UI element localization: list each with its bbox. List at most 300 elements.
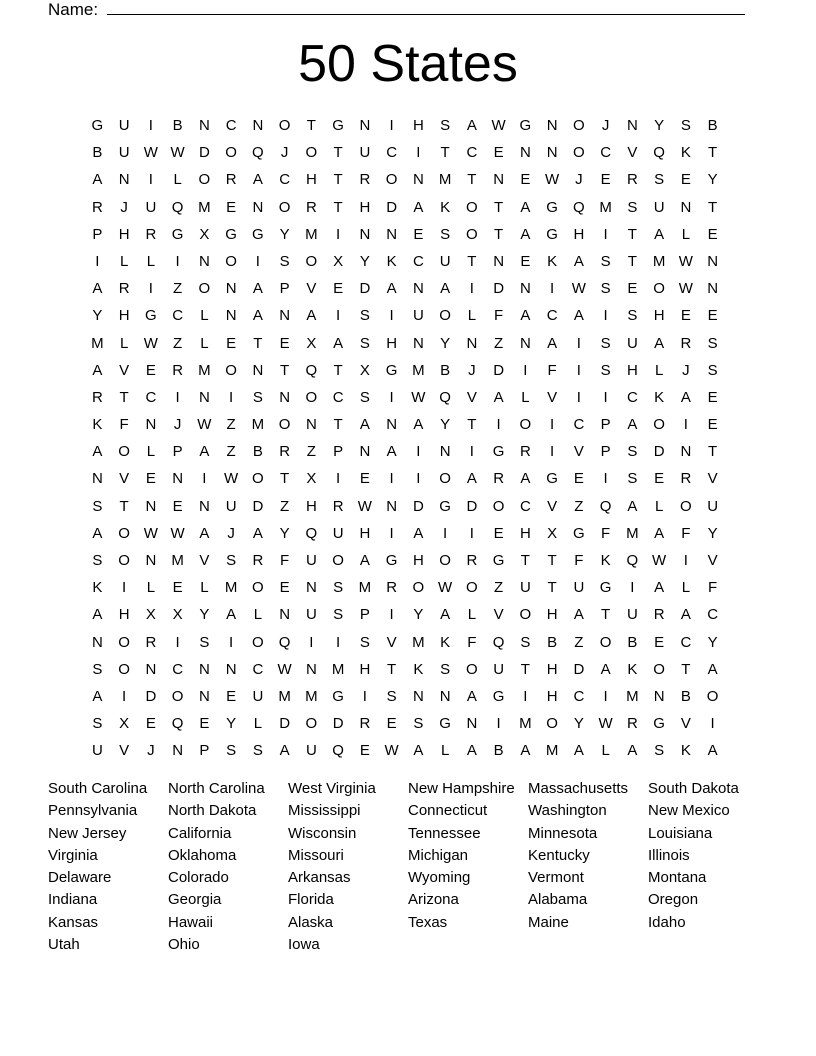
grid-cell: V xyxy=(707,470,718,488)
grid-cell: T xyxy=(119,497,129,515)
grid-cell: S xyxy=(600,252,611,270)
grid-cell: E xyxy=(654,470,665,488)
grid-cell: J xyxy=(173,416,182,434)
word-list-item: Kentucky xyxy=(528,846,590,864)
grid-cell: S xyxy=(359,633,370,651)
grid-cell: Y xyxy=(279,225,290,243)
grid-cell: T xyxy=(333,144,343,162)
grid-cell: W xyxy=(678,252,693,270)
grid-cell: N xyxy=(546,144,558,162)
grid-cell: A xyxy=(707,660,718,678)
grid-cell: V xyxy=(547,497,558,515)
grid-cell: E xyxy=(359,470,370,488)
grid-cell: L xyxy=(200,334,209,352)
grid-cell: E xyxy=(145,470,156,488)
grid-cell: J xyxy=(575,171,583,189)
grid-cell: C xyxy=(279,171,291,189)
grid-cell: C xyxy=(680,633,692,651)
grid-cell: M xyxy=(278,687,291,705)
grid-cell: E xyxy=(493,524,504,542)
grid-cell: F xyxy=(574,552,584,569)
grid-cell: I xyxy=(550,443,555,461)
grid-cell: N xyxy=(466,715,478,733)
grid-cell: T xyxy=(601,606,611,624)
grid-cell: E xyxy=(226,687,237,705)
grid-cell: T xyxy=(467,416,477,434)
grid-cell: E xyxy=(707,307,718,325)
grid-cell: V xyxy=(547,388,558,406)
grid-cell: A xyxy=(520,307,531,325)
grid-cell: L xyxy=(654,361,664,379)
grid-cell: I xyxy=(603,388,608,406)
name-blank-line xyxy=(107,0,745,15)
grid-cell: S xyxy=(654,742,665,760)
grid-cell: P xyxy=(172,443,183,461)
name-field xyxy=(48,0,745,20)
grid-cell: O xyxy=(439,307,451,325)
grid-cell: Y xyxy=(654,117,665,134)
grid-cell: B xyxy=(92,144,103,162)
grid-cell: N xyxy=(252,198,264,216)
grid-cell: E xyxy=(333,280,344,298)
grid-cell: O xyxy=(171,687,184,705)
grid-cell: L xyxy=(253,606,263,624)
grid-cell: T xyxy=(119,388,129,406)
grid-cell: S xyxy=(627,198,638,216)
grid-cell: N xyxy=(145,660,157,678)
grid-cell: I xyxy=(122,687,127,705)
grid-cell: Q xyxy=(252,144,264,162)
grid-cell: C xyxy=(466,144,478,162)
grid-cell: K xyxy=(92,416,103,434)
grid-cell: G xyxy=(91,117,104,134)
grid-cell: E xyxy=(279,579,290,597)
grid-cell: S xyxy=(627,307,638,325)
grid-cell: O xyxy=(198,280,211,298)
grid-cell: A xyxy=(92,606,103,624)
grid-cell: I xyxy=(603,307,608,325)
grid-cell: Q xyxy=(439,388,451,406)
grid-cell: N xyxy=(198,497,210,515)
grid-cell: B xyxy=(627,633,638,651)
grid-cell: U xyxy=(626,606,638,624)
grid-cell: M xyxy=(305,687,318,705)
grid-cell: T xyxy=(467,252,477,270)
grid-cell: I xyxy=(309,633,314,651)
grid-cell: N xyxy=(198,660,210,678)
grid-cell: R xyxy=(466,552,478,569)
grid-row xyxy=(84,194,726,221)
grid-cell: T xyxy=(520,552,530,569)
grid-cell: I xyxy=(148,117,153,134)
grid-row xyxy=(84,520,726,547)
grid-cell: N xyxy=(519,334,531,352)
grid-cell: J xyxy=(468,361,476,379)
grid-cell: U xyxy=(519,579,531,597)
grid-cell: I xyxy=(416,144,421,162)
grid-cell: E xyxy=(680,307,691,325)
grid-cell: C xyxy=(386,144,398,162)
grid-cell: R xyxy=(386,579,398,597)
grid-cell: O xyxy=(332,552,344,569)
grid-cell: L xyxy=(146,252,156,270)
grid-cell: S xyxy=(359,388,370,406)
grid-cell: V xyxy=(119,361,130,379)
word-list-item: Alabama xyxy=(528,891,588,909)
grid-cell: G xyxy=(599,579,612,597)
grid-cell: R xyxy=(653,606,665,624)
grid-cell: O xyxy=(653,660,665,678)
grid-cell: K xyxy=(654,388,665,406)
grid-cell: T xyxy=(253,334,263,352)
grid-cell: K xyxy=(627,660,638,678)
grid-cell: T xyxy=(333,171,343,189)
grid-cell: I xyxy=(683,552,688,569)
grid-cell: T xyxy=(494,225,504,243)
grid-cell: D xyxy=(252,497,264,515)
grid-cell: A xyxy=(627,416,638,434)
grid-cell: T xyxy=(494,198,504,216)
grid-cell: A xyxy=(680,606,691,624)
grid-cell: F xyxy=(708,579,718,597)
grid-cell: N xyxy=(653,687,665,705)
grid-cell: P xyxy=(199,742,210,760)
grid-cell: A xyxy=(333,334,344,352)
grid-cell: D xyxy=(493,361,505,379)
grid-cell: A xyxy=(440,606,451,624)
grid-cell: A xyxy=(547,334,558,352)
grid-row xyxy=(84,384,726,411)
grid-cell: Q xyxy=(332,742,344,760)
grid-cell: G xyxy=(492,687,505,705)
grid-cell: O xyxy=(225,361,237,379)
grid-cell: N xyxy=(493,171,505,189)
grid-cell: I xyxy=(389,524,394,542)
grid-row xyxy=(84,547,726,574)
grid-cell: Q xyxy=(171,715,184,733)
grid-cell: H xyxy=(573,225,585,243)
grid-cell: M xyxy=(251,416,265,434)
grid-cell: I xyxy=(336,307,341,325)
grid-cell: Y xyxy=(279,524,290,542)
grid-cell: S xyxy=(92,715,103,733)
grid-cell: O xyxy=(305,252,318,270)
grid-cell: T xyxy=(520,660,530,678)
grid-cell: N xyxy=(412,280,424,298)
grid-cell: S xyxy=(386,687,397,705)
grid-cell: N xyxy=(680,198,692,216)
grid-cell: M xyxy=(412,633,425,651)
grid-cell: O xyxy=(653,416,665,434)
grid-cell: I xyxy=(148,171,153,189)
grid-cell: U xyxy=(359,144,371,162)
grid-cell: L xyxy=(200,307,209,325)
grid-cell: T xyxy=(333,198,343,216)
grid-cell: N xyxy=(519,144,531,162)
grid-cell: N xyxy=(305,660,317,678)
grid-cell: I xyxy=(603,470,608,488)
grid-row xyxy=(84,139,726,166)
grid-cell: A xyxy=(199,443,210,461)
grid-cell: O xyxy=(252,579,264,597)
grid-cell: M xyxy=(626,687,639,705)
grid-cell: U xyxy=(145,198,157,216)
grid-cell: E xyxy=(680,171,691,189)
grid-cell: W xyxy=(384,742,399,760)
grid-cell: S xyxy=(600,280,611,298)
word-list-item: New Hampshire xyxy=(408,780,515,797)
grid-cell: O xyxy=(278,416,291,434)
grid-cell: U xyxy=(626,334,638,352)
grid-cell: R xyxy=(626,171,638,189)
grid-cell: O xyxy=(225,252,237,270)
grid-cell: F xyxy=(280,552,290,569)
grid-cell: B xyxy=(707,117,718,134)
grid-cell: Y xyxy=(440,334,451,352)
grid-cell: C xyxy=(519,497,531,515)
grid-cell: A xyxy=(279,742,290,760)
grid-cell: A xyxy=(707,742,718,760)
word-list-item: Massachusetts xyxy=(528,780,629,797)
page-title: 50 States xyxy=(298,35,518,93)
grid-cell: O xyxy=(492,497,505,515)
word-search-grid xyxy=(84,112,726,765)
grid-cell: S xyxy=(92,497,103,515)
grid-cell: T xyxy=(467,171,477,189)
grid-cell: C xyxy=(707,606,719,624)
word-list-item: New Mexico xyxy=(648,802,730,820)
grid-cell: F xyxy=(681,524,691,542)
word-list-item: California xyxy=(168,824,232,842)
grid-cell: S xyxy=(440,660,451,678)
grid-cell: Q xyxy=(573,198,585,216)
grid-cell: I xyxy=(202,470,207,488)
grid-cell: I xyxy=(95,252,100,270)
word-list-item: Michigan xyxy=(408,846,469,864)
grid-cell: Z xyxy=(574,633,584,651)
grid-cell: T xyxy=(387,660,397,678)
grid-cell: I xyxy=(603,687,608,705)
grid-cell: E xyxy=(386,715,397,733)
grid-cell: O xyxy=(305,144,318,162)
grid-cell: E xyxy=(493,144,504,162)
grid-cell: W xyxy=(678,280,693,298)
grid-cell: E xyxy=(413,225,424,243)
grid-cell: O xyxy=(439,470,451,488)
grid-cell: N xyxy=(359,443,371,461)
grid-cell: O xyxy=(252,633,264,651)
grid-cell: M xyxy=(331,660,345,678)
grid-row xyxy=(84,248,726,275)
grid-cell: D xyxy=(573,660,585,678)
grid-cell: C xyxy=(332,388,344,406)
grid-cell: A xyxy=(493,388,504,406)
grid-cell: A xyxy=(226,606,237,624)
word-list-item: Oklahoma xyxy=(168,846,237,864)
grid-cell: A xyxy=(520,742,531,760)
grid-cell: V xyxy=(306,280,317,298)
grid-cell: Z xyxy=(306,443,316,461)
grid-cell: A xyxy=(466,742,477,760)
word-list-item: Washington xyxy=(528,802,607,820)
grid-cell: E xyxy=(172,497,183,515)
grid-cell: O xyxy=(599,633,612,651)
grid-cell: O xyxy=(305,388,318,406)
grid-cell: H xyxy=(653,307,665,325)
grid-cell: J xyxy=(601,117,610,134)
grid-cell: N xyxy=(145,552,157,569)
grid-cell: R xyxy=(91,198,103,216)
grid-cell: G xyxy=(332,117,344,134)
grid-cell: G xyxy=(546,198,558,216)
grid-cell: P xyxy=(333,443,344,461)
grid-cell: S xyxy=(413,715,424,733)
grid-cell: I xyxy=(523,361,528,379)
grid-cell: O xyxy=(198,171,211,189)
grid-cell: Z xyxy=(494,334,504,352)
grid-cell: N xyxy=(198,388,210,406)
word-list-item: Florida xyxy=(288,891,334,909)
grid-cell: N xyxy=(386,225,398,243)
grid-cell: S xyxy=(279,252,290,270)
grid-cell: Z xyxy=(226,416,236,434)
grid-cell: B xyxy=(172,117,183,134)
grid-cell: N xyxy=(225,307,237,325)
grid-cell: N xyxy=(91,470,103,488)
word-list-item: Pennsylvania xyxy=(48,802,138,820)
grid-cell: A xyxy=(92,171,103,189)
grid-cell: G xyxy=(519,117,532,134)
grid-cell: N xyxy=(626,117,638,134)
grid-cell: Y xyxy=(707,171,718,189)
grid-cell: U xyxy=(439,252,451,270)
grid-cell: T xyxy=(333,416,343,434)
grid-cell: N xyxy=(252,361,264,379)
grid-cell: T xyxy=(681,660,691,678)
grid-cell: A xyxy=(359,552,370,569)
grid-cell: Y xyxy=(199,606,210,624)
grid-row xyxy=(84,438,726,465)
grid-cell: I xyxy=(229,633,234,651)
grid-cell: H xyxy=(305,171,317,189)
grid-cell: P xyxy=(92,225,103,243)
grid-cell: I xyxy=(336,633,341,651)
grid-cell: C xyxy=(546,307,558,325)
grid-cell: A xyxy=(466,117,477,134)
word-list-item: Delaware xyxy=(48,869,112,887)
grid-cell: W xyxy=(197,416,212,434)
grid-cell: S xyxy=(226,742,237,760)
grid-row xyxy=(84,493,726,520)
grid-cell: N xyxy=(279,606,291,624)
grid-cell: B xyxy=(547,633,558,651)
grid-cell: N xyxy=(707,252,719,270)
grid-cell: N xyxy=(145,416,157,434)
grid-cell: I xyxy=(496,715,501,733)
grid-cell: S xyxy=(680,117,691,134)
grid-cell: E xyxy=(279,334,290,352)
grid-cell: A xyxy=(520,470,531,488)
word-list-item: North Carolina xyxy=(168,780,265,797)
grid-cell: C xyxy=(600,144,612,162)
word-list-item: Minnesota xyxy=(528,824,598,842)
grid-cell: C xyxy=(252,660,264,678)
grid-cell: R xyxy=(252,552,264,569)
grid-cell: K xyxy=(680,144,691,162)
grid-cell: V xyxy=(119,470,130,488)
grid-cell: W xyxy=(143,524,158,542)
grid-row xyxy=(84,465,726,492)
grid-cell: N xyxy=(386,497,398,515)
grid-cell: E xyxy=(199,715,210,733)
grid-cell: E xyxy=(707,416,718,434)
grid-cell: K xyxy=(413,660,424,678)
word-list-item: Arkansas xyxy=(288,869,351,887)
grid-cell: I xyxy=(389,388,394,406)
word-list-item: Utah xyxy=(48,936,80,954)
grid-cell: Y xyxy=(707,633,718,651)
grid-cell: W xyxy=(545,171,560,189)
grid-cell: U xyxy=(653,198,665,216)
word-list-item: Connecticut xyxy=(408,802,488,820)
grid-cell: Y xyxy=(226,715,237,733)
grid-cell: A xyxy=(654,524,665,542)
grid-cell: G xyxy=(492,443,505,461)
grid-cell: H xyxy=(412,117,424,134)
grid-cell: L xyxy=(681,225,691,243)
grid-cell: O xyxy=(118,524,130,542)
grid-cell: Q xyxy=(305,361,318,379)
grid-cell: X xyxy=(333,252,344,270)
grid-cell: O xyxy=(546,715,558,733)
word-list-item: West Virginia xyxy=(288,780,376,797)
grid-cell: K xyxy=(547,252,558,270)
grid-cell: T xyxy=(440,144,450,162)
grid-cell: N xyxy=(145,497,157,515)
grid-cell: R xyxy=(680,334,692,352)
grid-cell: C xyxy=(225,117,237,134)
grid-cell: P xyxy=(359,606,370,624)
grid-cell: E xyxy=(573,470,584,488)
grid-cell: R xyxy=(626,715,638,733)
grid-cell: B xyxy=(493,742,504,760)
grid-cell: K xyxy=(92,579,103,597)
grid-cell: D xyxy=(412,497,424,515)
grid-cell: N xyxy=(707,280,719,298)
grid-cell: D xyxy=(359,280,371,298)
grid-cell: M xyxy=(305,225,318,243)
grid-cell: N xyxy=(493,252,505,270)
grid-cell: A xyxy=(600,660,611,678)
grid-cell: S xyxy=(627,470,638,488)
grid-cell: B xyxy=(440,361,451,379)
grid-cell: A xyxy=(413,416,424,434)
grid-cell: O xyxy=(706,687,719,705)
grid-cell: O xyxy=(653,280,665,298)
grid-cell: V xyxy=(119,742,130,760)
grid-cell: G xyxy=(171,225,184,243)
grid-cell: C xyxy=(172,660,184,678)
grid-cell: M xyxy=(358,579,372,597)
grid-cell: W xyxy=(357,497,372,515)
grid-cell: D xyxy=(279,715,291,733)
grid-cell: H xyxy=(412,552,424,569)
grid-cell: K xyxy=(386,252,397,270)
grid-cell: U xyxy=(118,144,130,162)
grid-cell: G xyxy=(546,470,558,488)
grid-cell: Q xyxy=(278,633,291,651)
grid-cell: X xyxy=(172,606,183,624)
